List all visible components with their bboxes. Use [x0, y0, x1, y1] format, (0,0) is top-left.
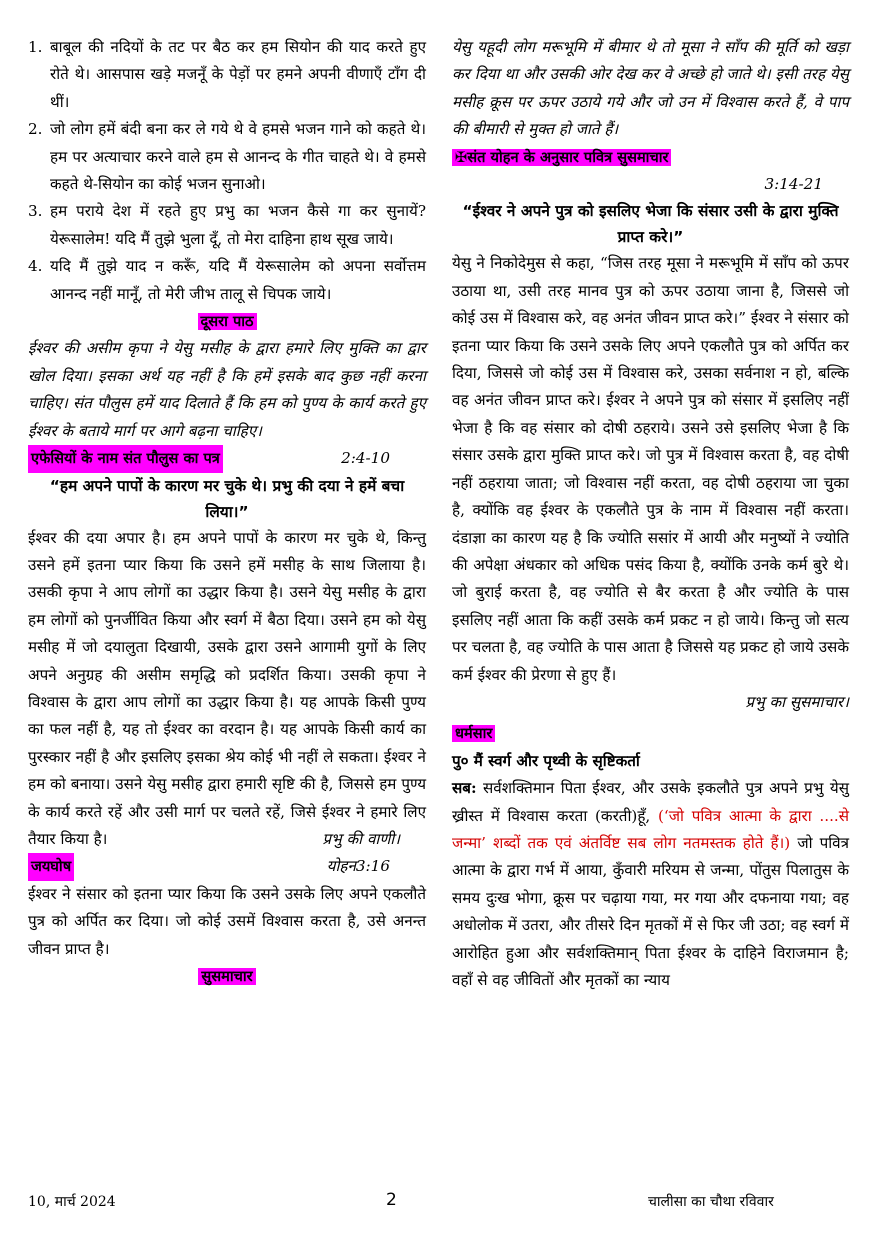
- second-reading-heading: दूसरा पाठ: [198, 313, 257, 330]
- second-reading-book: एफेसियों के नाम संत पौलुस का पत्र: [28, 445, 223, 472]
- psalm-item: 3. हम पराये देश में रहते हुए प्रभु का भजन कैसे गा कर सुनायें? येरूसालेम! यदि मैं तुझे भुला दूँ, तो मेरा दाहिना हाथ सूख जाये।: [28, 202, 426, 248]
- gospel-ref: 3:14-21: [764, 175, 823, 194]
- second-reading-headline: “हम अपने पापों के कारण मर चुके थे। प्रभु की दया ने हमें बचा लिया।”: [49, 476, 405, 521]
- gospel-intro: येसु यहूदी लोग मरूभूमि में बीमार थे तो मूसा ने साँप की मूर्ति को खड़ा कर दिया था और उसकी ओर देख कर वे अच्छे हो जाते थे। इसी तरह येसु मसीह क्रूस पर ऊपर उठाये गये और जो उन में विश्वास करते हैं, वे पाप की बीमारी से मुक्त हो जाते हैं।: [452, 38, 849, 139]
- left-column: [28, 34, 426, 990]
- page-number: 2: [386, 1190, 397, 1210]
- creed-subheading: पु० मैं स्वर्ग और पृथ्वी के सृष्टिकर्ता: [452, 751, 640, 770]
- second-reading-source: [28, 445, 426, 472]
- gospel-heading-wrap: [28, 963, 426, 990]
- footer-date: 10, मार्च 2024: [28, 1194, 116, 1210]
- creed-body: सब: सर्वशक्तिमान पिता ईश्वर, और उसके इकलौते पुत्र अपने प्रभु येसु ख्रीस्त में विश्वास करता (करती)हूँ, (‘जो पवित्र आत्मा के द्वारा ....से जन्मा’ शब्दों तक एवं अंतर्विष्ट सब लोग नतमस्तक होते हैं।) जो पवित्र आत्मा के द्वारा गर्भ में आया, कुँवारी मरियम से जन्मा, पोंतुस पिलातुस के समय दुःख भोगा, क्रूस पर चढ़ाया गया, मर गया और दफनाया गया; वह अधोलोक में उतरा, और तीसरे दिन मृतकों में से फिर जी उठा; वह स्वर्ग में आरोहित हुआ और सर्वशक्तिमान् पिता ईश्वर के दाहिने विराजमान है; वहाँ से वह जीवितों और मृतकों का न्याय: [452, 779, 850, 989]
- second-reading-ref: 2:4-10: [341, 449, 390, 468]
- second-reading-closing: प्रभु की वाणी।: [322, 829, 400, 848]
- second-reading-heading-wrap: [28, 308, 426, 335]
- gospel-closing: प्रभु का सुसमाचार।: [745, 692, 849, 711]
- acclamation-text: ईश्वर ने संसार को इतना प्यार किया कि उसने उसके लिए अपने एकलौते पुत्र को अर्पित कर दिया। जो कोई उसमें विश्वास करता है, उसे अनन्त जीवन प्राप्त है।: [28, 884, 426, 958]
- psalm-item: 1. बाबूल की नदियों के तट पर बैठ कर हम सियोन की याद करते हुए रोते थे। आसपास खड़े मजनूँ के पेड़ों पर हमने अपनी वीणाएँ टाँग दी थीं।: [28, 38, 426, 111]
- gospel-book-wrap: [452, 144, 849, 171]
- creed-heading: धर्मसार: [452, 725, 495, 742]
- gospel-headline: “ईश्वर ने अपने पुत्र को इसलिए भेजा कि संसार उसी के द्वारा मुक्ति प्राप्त करे।”: [462, 202, 839, 247]
- acclamation-header: [28, 853, 426, 880]
- creed-red-note: (‘जो पवित्र आत्मा के द्वारा ....से जन्मा’ शब्दों तक एवं अंतर्विष्ट सब लोग नतमस्तक होते हैं।): [452, 806, 850, 852]
- right-column: [452, 34, 849, 994]
- gospel-heading: सुसमाचार: [198, 968, 255, 985]
- psalm-item: 4. यदि मैं तुझे याद न करूँ, यदि मैं येरूसालेम को अपना सर्वोत्तम आनन्द नहीं मानूँ, तो मेरी जीभ तालू से चिपक जाये।: [28, 257, 426, 303]
- gospel-book: ✠संत योहन के अनुसार पवित्र सुसमाचार: [452, 149, 671, 166]
- second-reading-intro: ईश्वर की असीम कृपा ने येसु मसीह के द्वारा हमारे लिए मुक्ति का द्वार खोल दिया। इसका अर्थ यह नहीं है कि हमें इसके बाद कुछ नहीं करना चाहिए। संत पौलुस हमें याद दिलाते हैं कि हम को पुण्य के कार्य करते हुए ईश्वर के बताये मार्ग पर आगे बढ़ना चाहिए।: [28, 339, 426, 440]
- acclamation-heading: जयघोष: [28, 853, 74, 880]
- second-reading-body: ईश्वर की दया अपार है। हम अपने पापों के कारण मर चुके थे, किन्तु उसने हमें इतना प्यार किया कि उसने हमें मसीह के साथ जिलाया है। उसकी कृपा ने आप लोगों का उद्धार किया है। उसने येसु मसीह के द्वारा हम लोगों को पुनर्जीवित किया और स्वर्ग में बैठा दिया। उसने हम को येसु मसीह में जो दयालुता दिखायी, उसके द्वारा उसने आगामी युगों के लिए अपने अनुग्रह की असीम समृद्धि को प्रदर्शित किया। उसकी कृपा ने विश्वास के द्वारा आप लोगों का उद्धार किया है। यह आपके किसी पुण्य का फल नहीं है, यह तो ईश्वर का वरदान है। यह आपके किसी कार्य का पुरस्कार नहीं है और इसलिए इसका श्रेय कोई भी नहीं ले सकता। ईश्वर ने हम को बनाया। उसने येसु मसीह द्वारा हमारी सृष्टि की है, जिससे हम पुण्य के कार्य करते रहें और उसी मार्ग पर चलते रहें, जिसे ईश्वर ने हमारे लिए तैयार किया है। प्रभु की वाणी।: [28, 525, 426, 854]
- gospel-body: येसु ने निकोदेमुस से कहा, “जिस तरह मूसा ने मरूभूमि में साँप को ऊपर उठाया था, उसी तरह मानव पुत्र को ऊपर उठाया जाना है, जिससे जो कोई उस में विश्वास करे, वह अनंत जीवन प्राप्त करे।” ईश्वर ने संसार को इतना प्यार किया कि उसने उसके लिए अपने एकलौते पुत्र को अर्पित कर दिया, जिससे जो कोई उस में विश्वास करे, उसका सर्वनाश न हो, बल्कि वह अनंत जीवन प्राप्त करे। ईश्वर ने अपने पुत्र को संसार में इसलिए नहीं भेजा है कि वह संसार को दोषी ठहराये। उसने उसे इसलिए भेजा है कि संसार उसके द्वारा मुक्ति प्राप्त करे। जो पुत्र में विश्वास करता है, वह दोषी नहीं ठहराया जाता; जो विश्वास नहीं करता, वह दोषी ठहराया जा चुका है, क्योंकि वह ईश्वर के एकलौते पुत्र के नाम में विश्वास नहीं करता। दंडाज्ञा का कारण यह है कि ज्योति ससांर में आयी और मनुष्यों ने ज्योति की अपेक्षा अंधकार को अधिक पसंद किया है, क्योंकि उनके कर्म बुरे थे। जो बुराई करता है, वह ज्योति से बैर करता है और ज्योति के पास इसलिए नहीं आता कि कहीं उसके कर्म प्रकट न हो जाये। किन्तु जो सत्य पर चलता है, वह ज्योति के पास आता है जिससे यह प्रकट हो जाये उसके कर्म ईश्वर की प्रेरणा से हुए हैं।: [452, 254, 849, 684]
- psalm-item: 2. जो लोग हमें बंदी बना कर ले गये थे वे हमसे भजन गाने को कहते थे। हम पर अत्याचार करने वाले हम से आनन्द के गीत चाहते थे। वे हमसे कहते थे-सियोन का कोई भजन सुनाओ।: [28, 120, 426, 194]
- creed-label: सब:: [452, 779, 477, 798]
- acclamation-ref: योहन3:16: [326, 857, 390, 876]
- footer-sunday: चालीसा का चौथा रविवार: [648, 1194, 774, 1210]
- creed-heading-wrap: [452, 720, 849, 747]
- psalm-list: [28, 34, 426, 308]
